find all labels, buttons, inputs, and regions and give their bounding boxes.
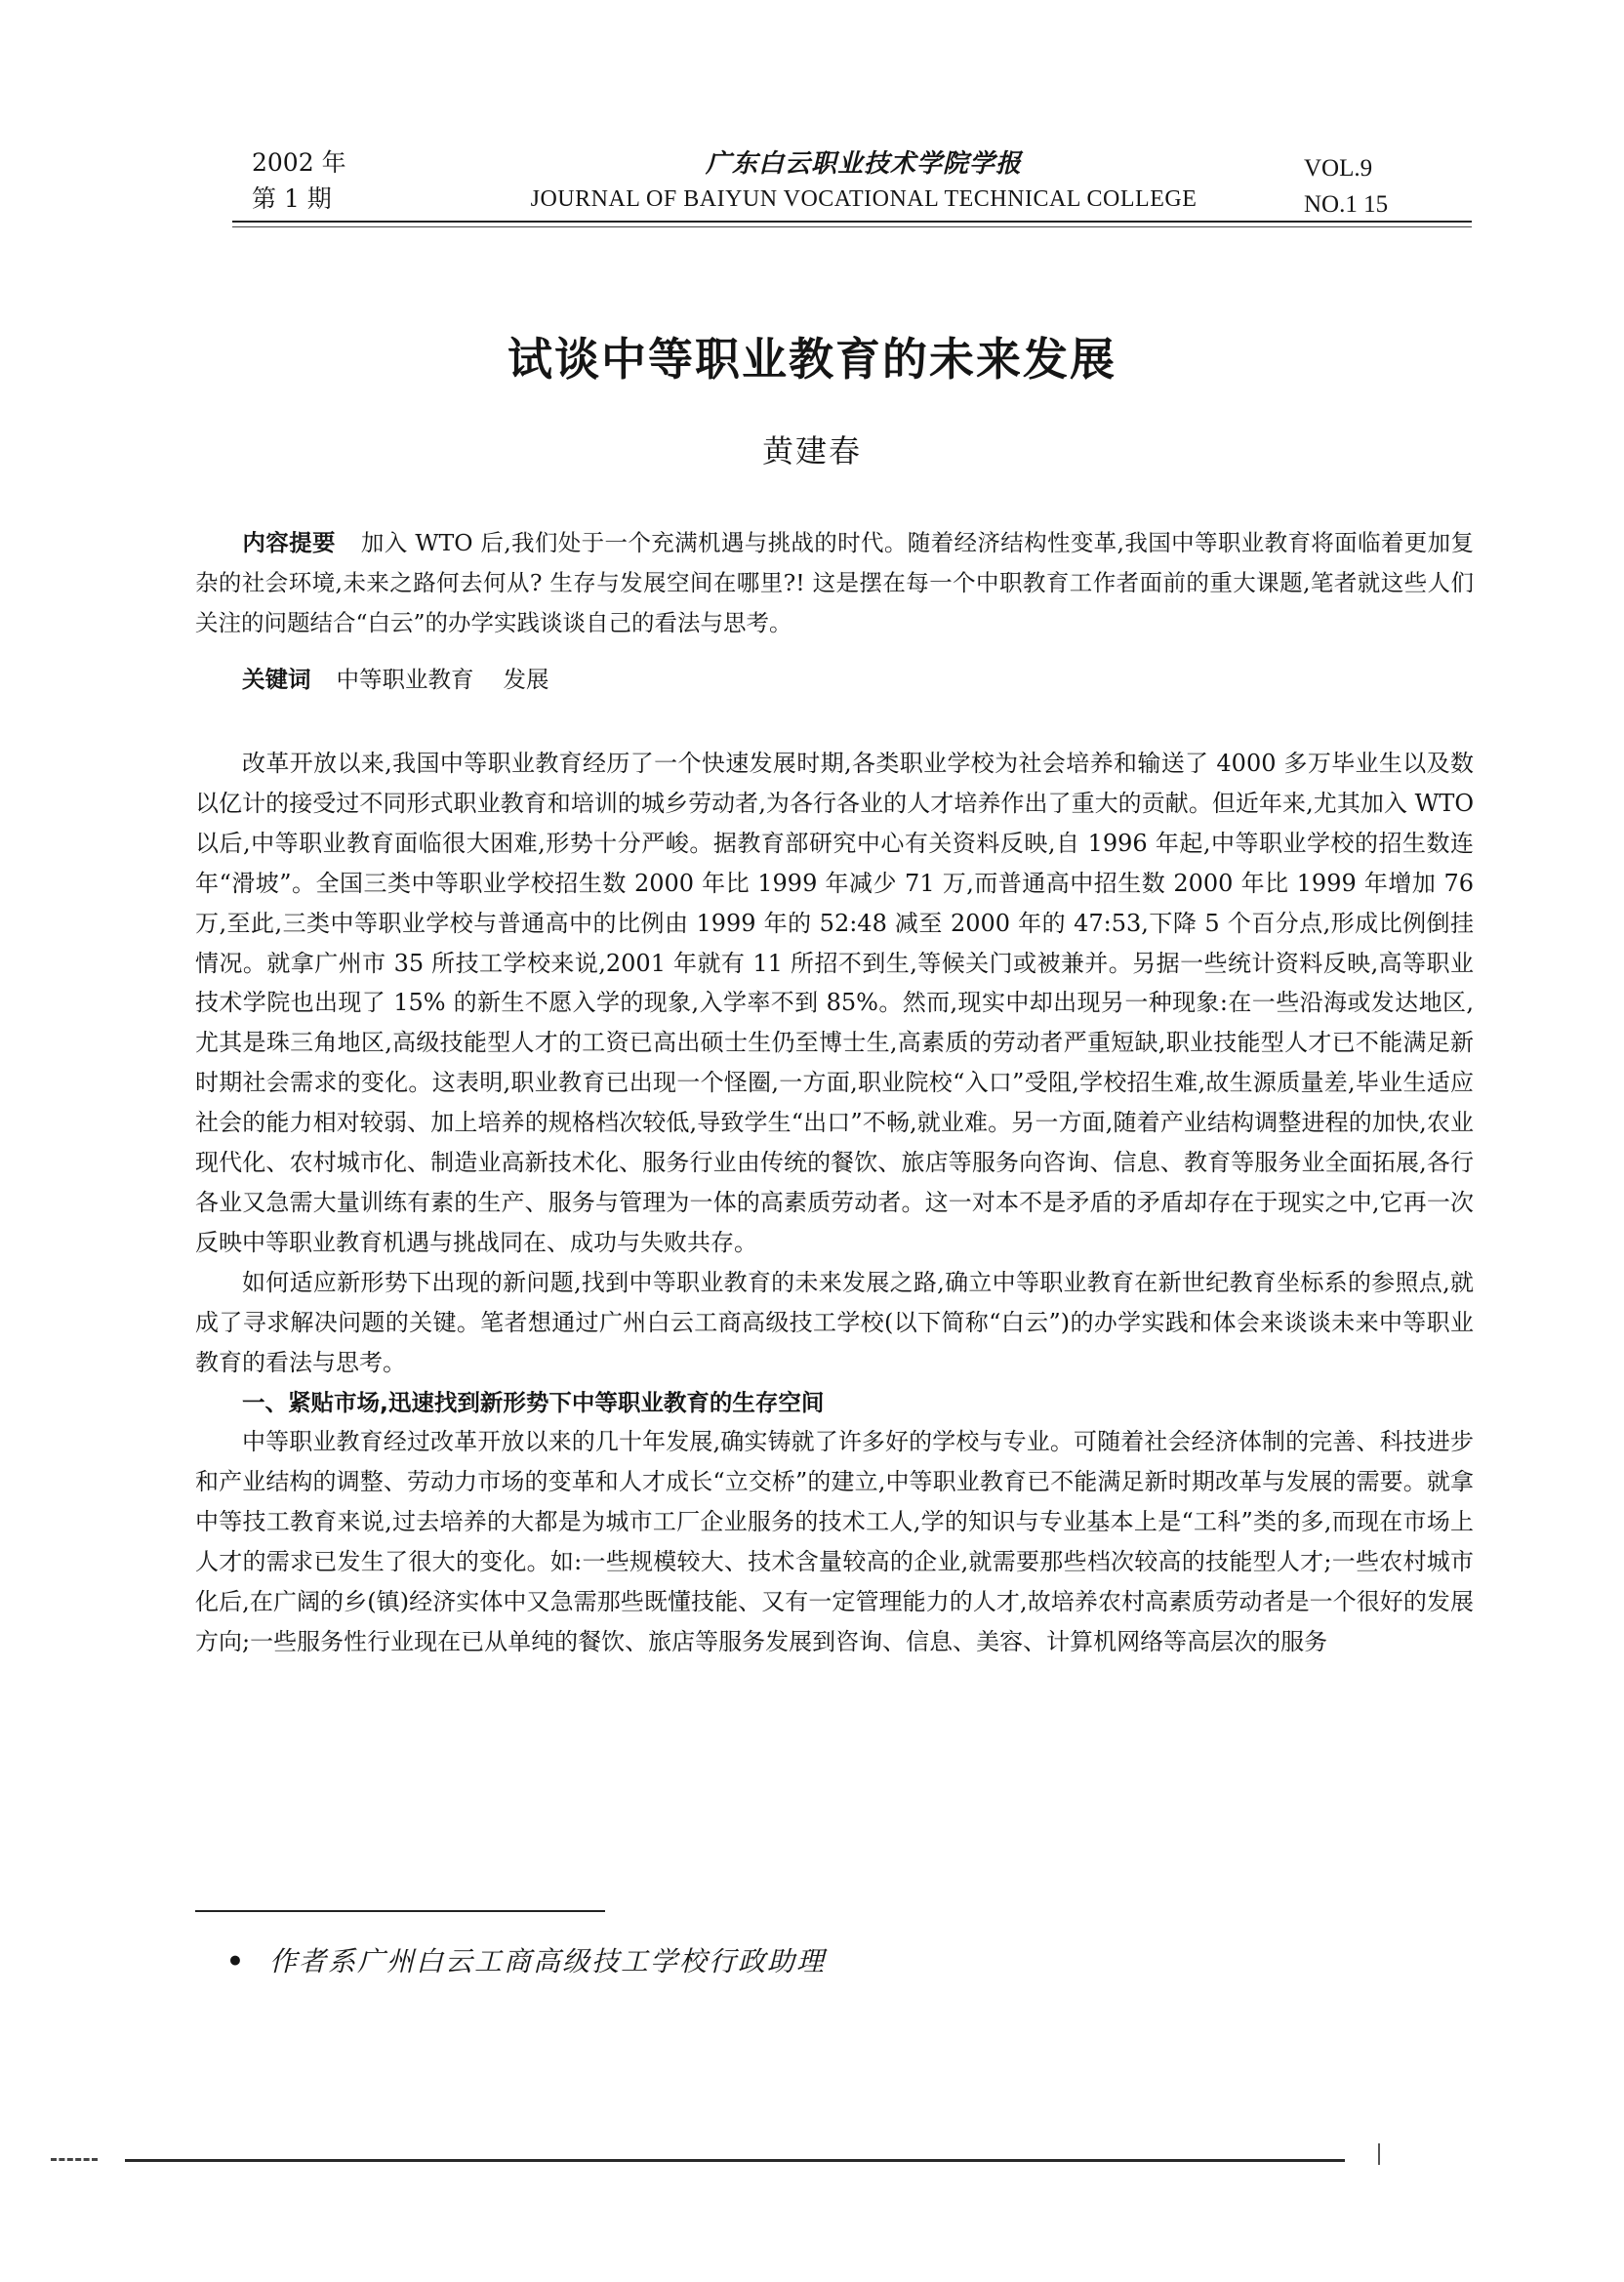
body-paragraph: 如何适应新形势下出现的新问题,找到中等职业教育的未来发展之路,确立中等职业教育在新世纪教育坐标系的参照点,就成了寻求解决问题的关键。笔者想通过广州白云工商高级技工学校(以下简称“白云”)的办学实践和体会来谈谈未来中等职业教育的看法与思考。 [195,1268,1474,1376]
keywords-label: 关键词 [242,666,311,693]
journal-name-cn: 广东白云职业技术学院学报 [705,149,1022,179]
header-volume: VOL.9 [1304,155,1373,182]
header-issue-info [252,144,346,217]
header-divider-thin [232,226,1472,227]
header-divider [232,221,1472,223]
journal-name-en: JOURNAL OF BAIYUN VOCATIONAL TECHNICAL COLLEGE [530,186,1198,212]
scan-artifact-tick [1378,2143,1380,2165]
footnote-divider [195,1910,605,1912]
header-number: NO.1 15 [1304,191,1389,218]
body-paragraph: 中等职业教育经过改革开放以来的几十年发展,确实铸就了许多好的学校与专业。可随着社会经济体制的完善、科技进步和产业结构的调整、劳动力市场的变革和人才成长“立交桥”的建立,中等职业教育已不能满足新时期改革与发展的需要。就拿中等技工教育来说,过去培养的大都是为城市工厂企业服务的技术工人,学的知识与专业基本上是“工科”类的多,而现在市场上人才的需求已发生了很大的变化。如:一些规模较大、技术含量较高的企业,就需要那些档次较高的技能型人才;一些农村城市化后,在广阔的乡(镇)经济实体中又急需那些既懂技能、又有一定管理能力的人才,故培养农村高素质劳动者是一个很好的发展方向;一些服务性行业现在已从单纯的餐饮、旅店等服务发展到咨询、信息、美容、计算机网络等高层次的服务 [195,1428,1474,1655]
footnote-text: 作者系广州白云工商高级技工学校行政助理 [269,1945,827,1977]
section-heading: 一、紧贴市场,迅速找到新形势下中等职业教育的生存空间 [242,1388,825,1416]
article-body [195,744,1474,1662]
article-title: 试谈中等职业教育的未来发展 [508,333,1116,386]
footnote-marker: • [226,1945,246,1977]
article-author: 黄建春 [761,432,862,469]
scan-artifact-dash [51,2158,98,2161]
keyword-item: 中等职业教育 [336,666,474,693]
abstract [195,523,1474,643]
body-paragraph: 改革开放以来,我国中等职业教育经历了一个快速发展时期,各类职业学校为社会培养和输送了 4000 多万毕业生以及数以亿计的接受过不同形式职业教育和培训的城乡劳动者,为各行各业的人才培养作出了重大的贡献。但近年来,尤其加入 WTO 以后,中等职业教育面临很大困难,形势十分严峻。据教育部研究中心有关资料反映,自 1996 年起,中等职业学校的招生数连年“滑坡”。全国三类中等职业学校招生数 2000 年比 1999 年减少 71 万,而普通高中招生数 2000 年比 1999 年增加 76 万,至此,三类中等职业学校与普通高中的比例由 1999 年的 52:48 减至 2000 年的 47:53,下降 5 个百分点,形成比例倒挂情况。就拿广州市 35 所技工学校来说,2001 年就有 11 所招不到生,等候关门或被兼并。另据一些统计资料反映,高等职业技术学院也出现了 15% 的新生不愿入学的现象,入学率不到 85%。然而,现实中却出现另一种现象:在一些沿海或发达地区,尤其是珠三角地区,高级技能型人才的工资已高出硕士生仍至博士生,高素质的劳动者严重短缺,职业技能型人才已不能满足新时期社会需求的变化。这表明,职业教育已出现一个怪圈,一方面,职业院校“入口”受阻,学校招生难,故生源质量差,毕业生适应社会的能力相对较弱、加上培养的规格档次较低,导致学生“出口”不畅,就业难。另一方面,随着产业结构调整进程的加快,农业现代化、农村城市化、制造业高新技术化、服务行业由传统的餐饮、旅店等服务向咨询、信息、教育等服务业全面拓展,各行各业又急需大量训练有素的生产、服务与管理为一体的高素质劳动者。这一对本不是矛盾的矛盾却存在于现实之中,它再一次反映中等职业教育机遇与挑战同在、成功与失败共存。 [195,750,1474,1256]
header-volume-info [1304,150,1460,223]
keyword-item: 发展 [503,666,549,693]
header-issue: 第 1 期 [252,184,332,213]
keywords [242,660,579,700]
scan-artifact-line [125,2159,1345,2162]
footnote [226,1942,826,1981]
header-journal [508,146,1220,217]
abstract-text: 加入 WTO 后,我们处于一个充满机遇与挑战的时代。随着经济结构性变革,我国中等职业教育将面临着更加复杂的社会环境,未来之路何去何从? 生存与发展空间在哪里?! 这是摆在每一个中职教育工作者面前的重大课题,笔者就这些人们关注的问题结合“白云”的办学实践谈谈自己的看法与思考。 [195,529,1475,636]
header-year: 2002 年 [252,148,346,177]
abstract-label: 内容提要 [242,529,336,556]
